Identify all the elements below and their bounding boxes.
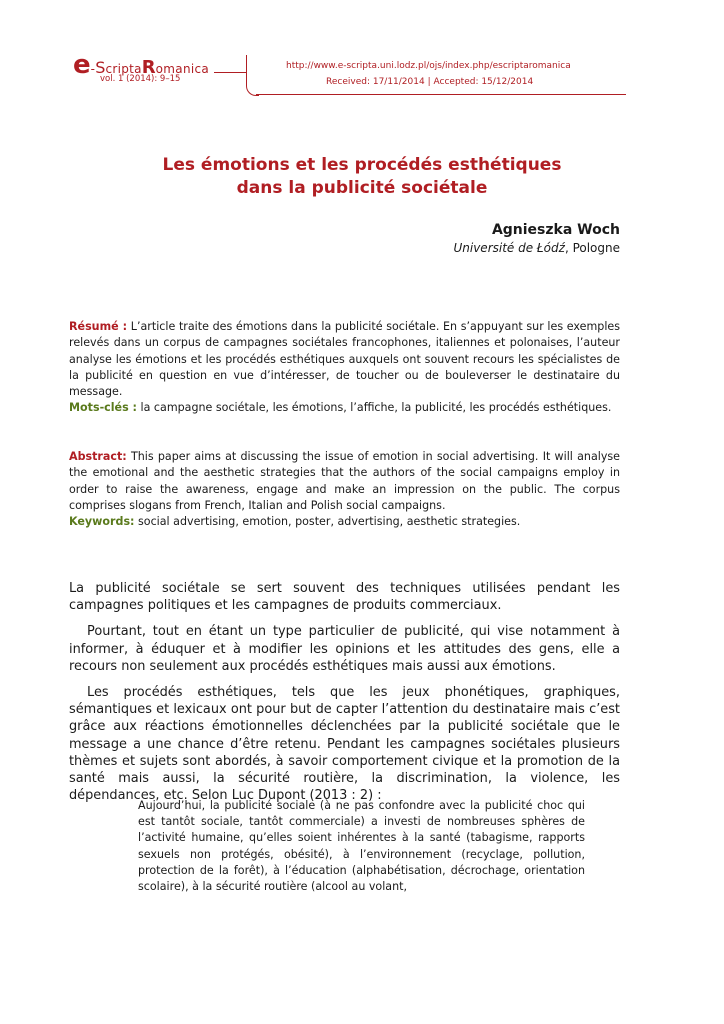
header-rule-right — [256, 94, 626, 95]
block-quote: Aujourd’hui, la publicité sociale (à ne pas confondre avec la publicité choc qui est tantôt sociale, tantôt commerciale) a investi de nombreuses sphères de l’activité humaine, qu’elles soient inhérentes à la santé (tabagisme, rapports sexuels non protégés, obésité), à l’environnement (recyclage, pollution, protection de la forêt), à l’éducation (alphabétisation, décrochage, orientation scolaire), à la sécurité routière (alcool au volant, — [138, 799, 585, 894]
abstract-text: This paper aims at discussing the issue of emotion in social advertising. It will analyse the emotional and the aesthetic strategies that the authors of the social campaigns employ in order to raise the awareness, engage and make an impression on the public. The corpus comprises slogans from French, Italian and Polish social campaigns. — [69, 450, 620, 512]
submission-dates — [326, 77, 533, 87]
accepted-date: Accepted: 15/12/2014 — [433, 77, 534, 87]
journal-url[interactable]: http://www.e-scripta.uni.lodz.pl/ojs/index.php/escriptaromanica — [286, 61, 571, 71]
title-line-2: dans la publicité sociétale — [236, 178, 488, 198]
affiliation-university: Université de Łódź — [453, 241, 565, 255]
affiliation-country: , Pologne — [564, 241, 620, 255]
logo-s: S — [95, 58, 106, 77]
abstract-paragraph — [69, 449, 620, 514]
journal-volume: vol. 1 (2014): 9–15 — [100, 74, 181, 84]
body-paragraph-3: Les procédés esthétiques, tels que les jeux phonétiques, graphiques, sémantiques et lexicaux ont pour but de capter l’attention du destinataire mais c’est grâce aux réactions émotionnelles déclenchées par la publicité sociétale que le message a une chance d’être retenu. Pendant les campagnes sociétales plusieurs thèmes et sujets sont abordés, à savoir comportement civique et la promotion de la santé mais aussi, la sécurité routière, la discrimination, la violence, les dépendances, etc. Selon Luc Dupont (2013 : 2) : — [69, 685, 620, 804]
body-paragraph-1: La publicité sociétale se sert souvent des techniques utilisées pendant les campagnes politiques et les campagnes de produits commerciaux. — [69, 581, 620, 614]
abstract-label: Abstract: — [69, 450, 127, 463]
resume-text: L’article traite des émotions dans la publicité sociétale. En s’appuyant sur les exemples relevés dans un corpus de campagnes sociétales francophones, italiennes et polonaises, l’auteur analyse les émotions et les procédés esthétiques auxquels ont souvent recours les spécialistes de la publicité en question en vue d’intéresser, de toucher ou de bouleverser le destinataire du message. — [69, 320, 621, 399]
article-title — [0, 154, 724, 200]
author-affiliation — [453, 241, 620, 255]
date-separator: | — [427, 77, 431, 87]
keywords-paragraph — [69, 514, 620, 530]
keywords-text: social advertising, emotion, poster, advertising, aesthetic strategies. — [134, 515, 521, 528]
keywords-label: Keywords: — [69, 515, 135, 528]
resume-label: Résumé : — [69, 320, 128, 333]
header-rule-left — [214, 72, 246, 73]
logo-e: e — [73, 50, 91, 80]
motscles-paragraph — [69, 400, 620, 416]
resume-paragraph — [69, 319, 620, 400]
received-date: Received: 17/11/2014 — [326, 77, 425, 87]
logo-cripta: cripta — [105, 62, 142, 76]
author-name: Agnieszka Woch — [491, 222, 620, 238]
body-text — [69, 580, 620, 804]
logo-dash: - — [90, 62, 96, 76]
motscles-label: Mots-clés : — [69, 401, 137, 414]
logo-r: R — [141, 57, 156, 78]
logo-omanica: omanica — [155, 62, 210, 76]
header-rule-corner — [246, 55, 259, 96]
motscles-text: la campagne sociétale, les émotions, l’affiche, la publicité, les procédés esthétiques. — [136, 401, 612, 414]
body-paragraph-2: Pourtant, tout en étant un type particulier de publicité, qui vise notamment à informer, à éduquer et à modifier les opinions et les attitudes des gens, elle a recours non seulement aux procédés esthétiques mais aussi aux émotions. — [69, 624, 620, 674]
title-line-1: Les émotions et les procédés esthétiques — [162, 155, 562, 175]
